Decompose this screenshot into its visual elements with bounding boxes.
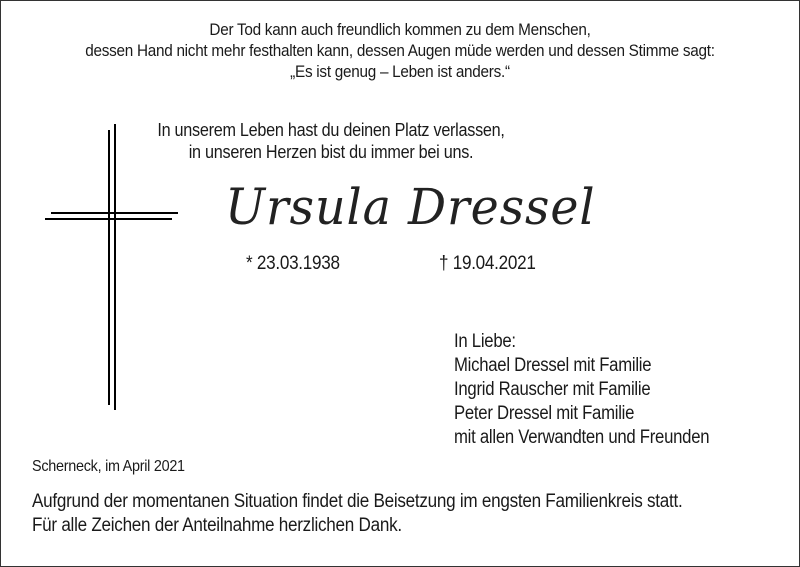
closing-line: Für alle Zeichen der Anteilnahme herzlichen Dank. — [32, 515, 402, 536]
deceased-name: Ursula Dressel — [225, 178, 596, 236]
mourner-line: Peter Dressel mit Familie — [454, 403, 635, 424]
mourner-line: mit allen Verwandten und Freunden — [454, 427, 710, 448]
verse-line: in unseren Herzen bist du immer bei uns. — [188, 142, 474, 162]
verse — [33, 119, 629, 163]
mourner-line: Michael Dressel mit Familie — [454, 355, 652, 376]
poem-line: dessen Hand nicht mehr festhalten kann, dessen Augen müde werden und dessen Stimme sagt: — [85, 41, 715, 60]
verse-line: In unserem Leben hast du deinen Platz verlassen, — [157, 120, 505, 140]
poem-line: „Es ist genug – Leben ist anders.“ — [290, 62, 510, 81]
mourners-list — [454, 330, 709, 450]
closing-text — [32, 490, 682, 538]
mourner-line: In Liebe: — [454, 331, 516, 352]
mourner-line: Ingrid Rauscher mit Familie — [454, 379, 651, 400]
poem-line: Der Tod kann auch freundlich kommen zu dem Menschen, — [209, 20, 591, 39]
poem — [40, 19, 760, 82]
death-date: † 19.04.2021 — [439, 253, 536, 274]
closing-line: Aufgrund der momentanen Situation findet die Beisetzung im engsten Familienkreis statt. — [32, 491, 683, 512]
place-date: Scherneck, im April 2021 — [32, 458, 185, 475]
birth-date: * 23.03.1938 — [246, 253, 340, 274]
